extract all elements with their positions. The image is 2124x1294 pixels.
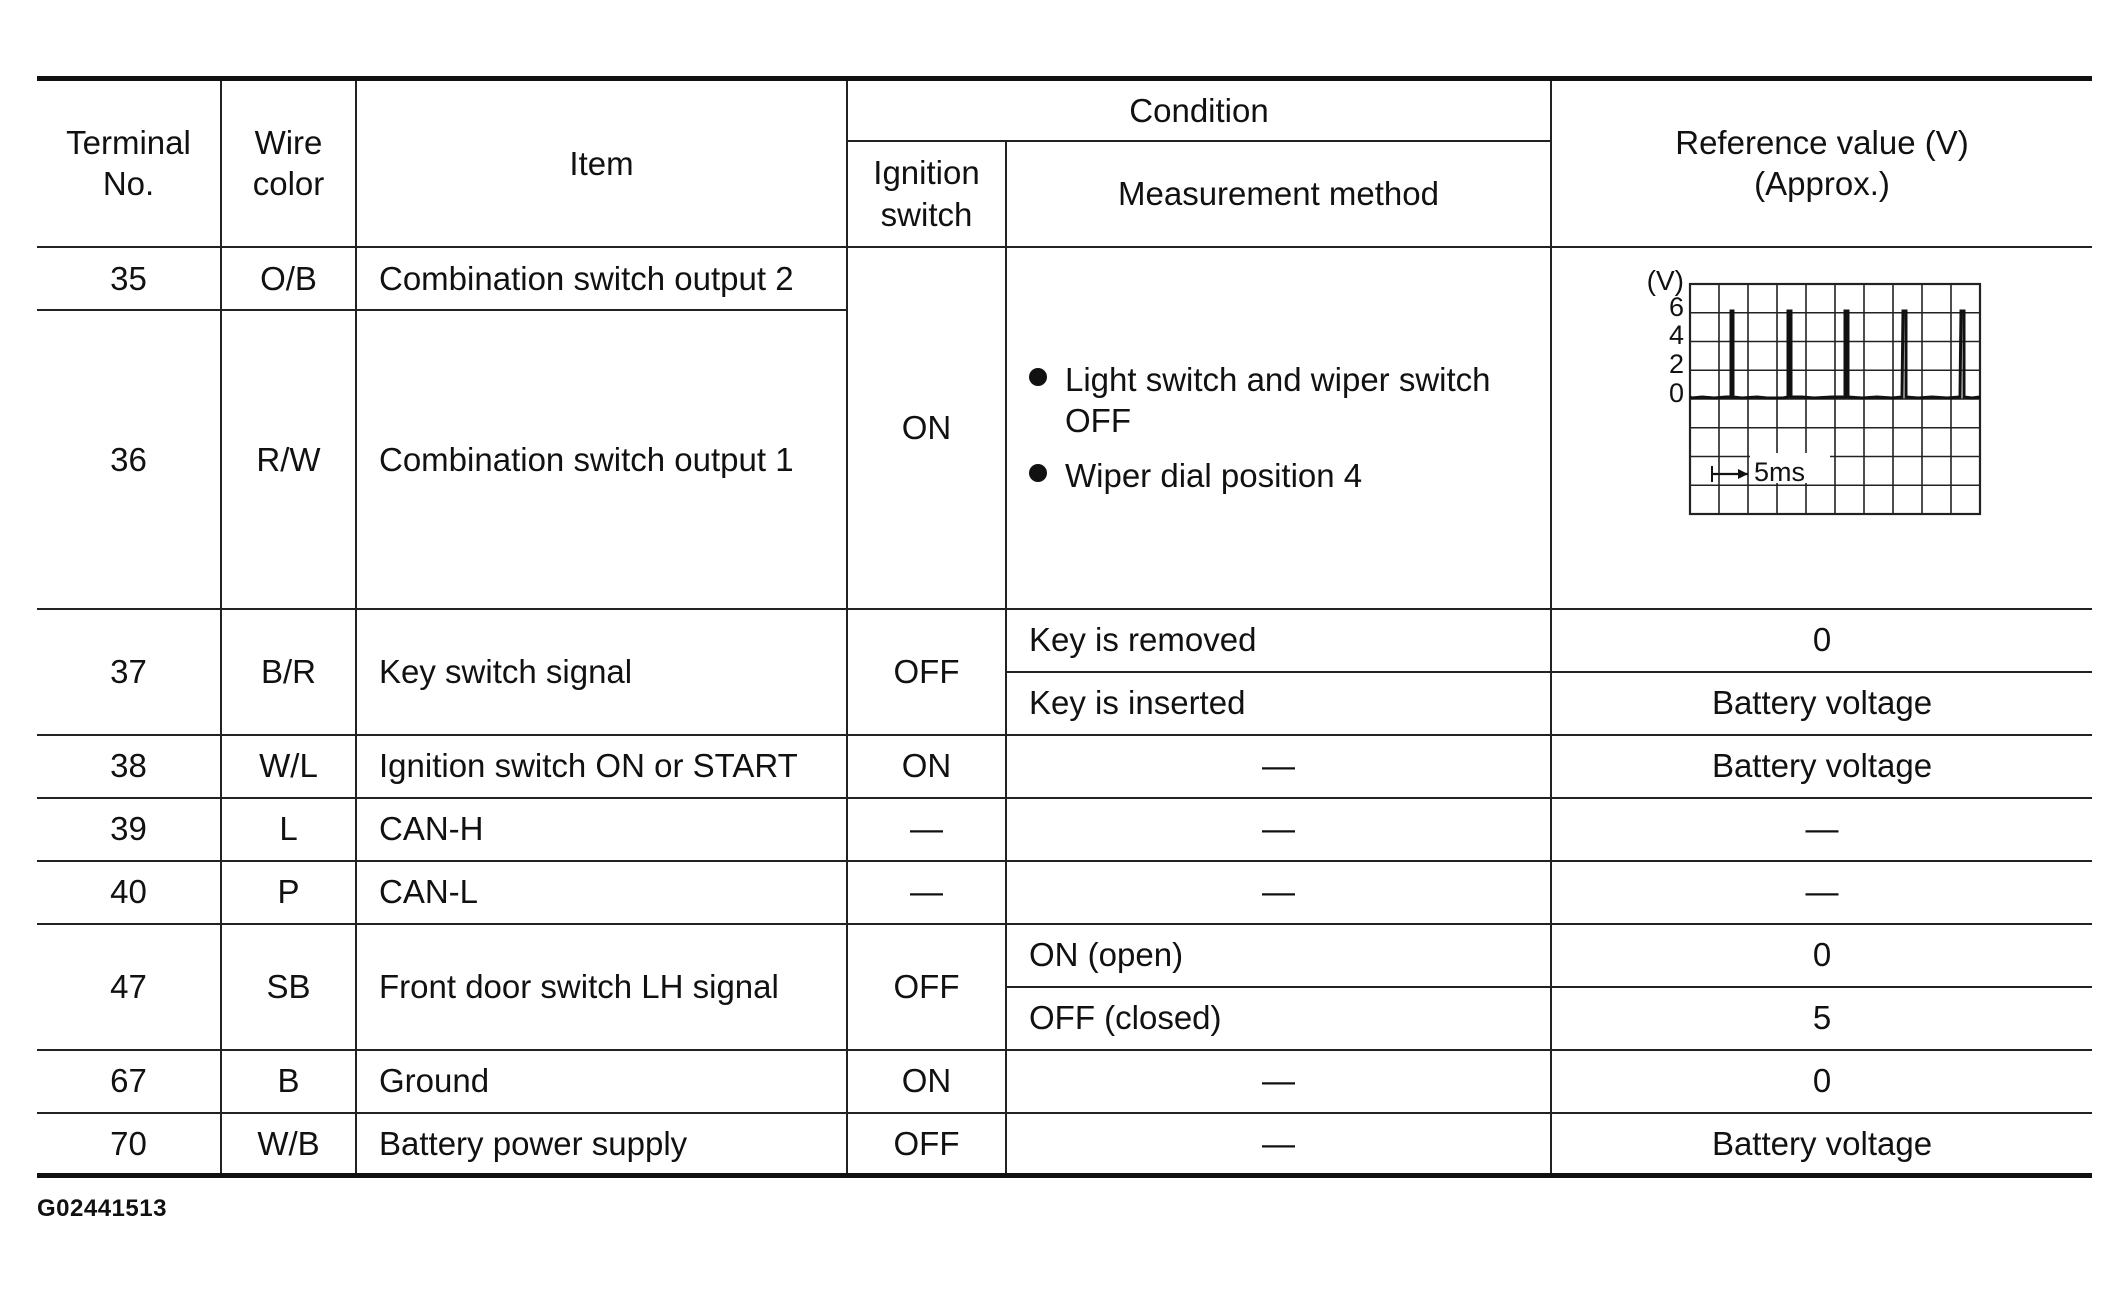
- reference-value-cell: 0: [1551, 1050, 2092, 1113]
- wire-color-cell: L: [221, 798, 356, 861]
- wire-color-cell: R/W: [221, 310, 356, 609]
- header-measurement-method: Measurement method: [1006, 141, 1551, 247]
- waveform-y-tick: 2: [1668, 348, 1684, 379]
- ignition-cell: ON: [847, 247, 1006, 609]
- reference-value-cell: 0: [1551, 609, 2092, 672]
- wire-color-cell: W/B: [221, 1113, 356, 1176]
- terminal-no-cell: 35: [37, 247, 221, 310]
- reference-value-cell: Battery voltage: [1551, 1113, 2092, 1176]
- terminal-no-cell: 40: [37, 861, 221, 924]
- reference-waveform-cell: [1551, 247, 2092, 609]
- reference-value-cell: 0: [1551, 924, 2092, 987]
- item-cell: Ground: [356, 1050, 847, 1113]
- waveform-y-tick: 0: [1668, 377, 1684, 408]
- measurement-method-cell: —: [1006, 861, 1551, 924]
- reference-value-cell: —: [1551, 798, 2092, 861]
- waveform-y-tick: 4: [1668, 319, 1684, 350]
- wire-color-cell: O/B: [221, 247, 356, 310]
- header-reference-value: Reference value (V) (Approx.): [1551, 79, 2092, 247]
- waveform-time-label: 5ms: [1754, 456, 1806, 487]
- ignition-cell: —: [847, 861, 1006, 924]
- header-terminal-no: Terminal No.: [37, 79, 221, 247]
- header-ignition-switch: Ignition switch: [847, 141, 1006, 247]
- item-cell: Combination switch output 2: [356, 247, 847, 310]
- waveform-y-tick: 6: [1668, 291, 1684, 322]
- terminal-no-cell: 67: [37, 1050, 221, 1113]
- item-cell: Battery power supply: [356, 1113, 847, 1176]
- wire-color-cell: B: [221, 1050, 356, 1113]
- ignition-cell: OFF: [847, 924, 1006, 1050]
- header-wire-color: Wire color: [221, 79, 356, 247]
- measurement-method-cell: ON (open): [1006, 924, 1551, 987]
- ignition-cell: ON: [847, 1050, 1006, 1113]
- item-cell: Ignition switch ON or START: [356, 735, 847, 798]
- wire-color-cell: B/R: [221, 609, 356, 735]
- reference-value-cell: —: [1551, 861, 2092, 924]
- ignition-cell: —: [847, 798, 1006, 861]
- header-condition: Condition: [847, 79, 1551, 141]
- bullet-icon: [1029, 368, 1047, 386]
- terminal-no-cell: 37: [37, 609, 221, 735]
- item-cell: CAN-H: [356, 798, 847, 861]
- figure-id-label: G02441513: [37, 1195, 167, 1222]
- item-cell: Key switch signal: [356, 609, 847, 735]
- method-list-item: Wiper dial position 4: [1029, 455, 1540, 496]
- ignition-cell: ON: [847, 735, 1006, 798]
- measurement-method-cell: [1006, 247, 1551, 609]
- measurement-method-cell: —: [1006, 735, 1551, 798]
- measurement-method-cell: Key is removed: [1006, 609, 1551, 672]
- item-cell: CAN-L: [356, 861, 847, 924]
- item-cell: Combination switch output 1: [356, 310, 847, 609]
- terminal-reference-table: [37, 76, 2092, 1178]
- table-row: [37, 798, 2092, 861]
- wire-color-cell: P: [221, 861, 356, 924]
- ignition-cell: OFF: [847, 609, 1006, 735]
- terminal-no-cell: 38: [37, 735, 221, 798]
- terminal-no-cell: 36: [37, 310, 221, 609]
- table-row: [37, 924, 2092, 987]
- method-list-item: Light switch and wiper switch OFF: [1029, 359, 1540, 442]
- item-cell: Front door switch LH signal: [356, 924, 847, 1050]
- ignition-cell: OFF: [847, 1113, 1006, 1176]
- table-row: [37, 609, 2092, 672]
- table-row: [37, 861, 2092, 924]
- wire-color-cell: W/L: [221, 735, 356, 798]
- oscilloscope-waveform: [1552, 248, 2093, 608]
- measurement-method-cell: —: [1006, 1113, 1551, 1176]
- method-list: [1007, 359, 1550, 497]
- measurement-method-cell: —: [1006, 1050, 1551, 1113]
- measurement-method-cell: OFF (closed): [1006, 987, 1551, 1050]
- measurement-method-cell: Key is inserted: [1006, 672, 1551, 735]
- table-row: [37, 1113, 2092, 1176]
- measurement-method-cell: —: [1006, 798, 1551, 861]
- bullet-icon: [1029, 464, 1047, 482]
- wire-color-cell: SB: [221, 924, 356, 1050]
- time-scale-arrow-icon: [1712, 466, 1748, 482]
- reference-value-cell: 5: [1551, 987, 2092, 1050]
- table-row: [37, 735, 2092, 798]
- header-item: Item: [356, 79, 847, 247]
- terminal-no-cell: 70: [37, 1113, 221, 1176]
- table-row: [37, 1050, 2092, 1113]
- terminal-no-cell: 47: [37, 924, 221, 1050]
- waveform-unit-label: (V): [1646, 264, 1684, 296]
- table-row: [37, 247, 2092, 310]
- terminal-no-cell: 39: [37, 798, 221, 861]
- reference-value-cell: Battery voltage: [1551, 672, 2092, 735]
- reference-value-cell: Battery voltage: [1551, 735, 2092, 798]
